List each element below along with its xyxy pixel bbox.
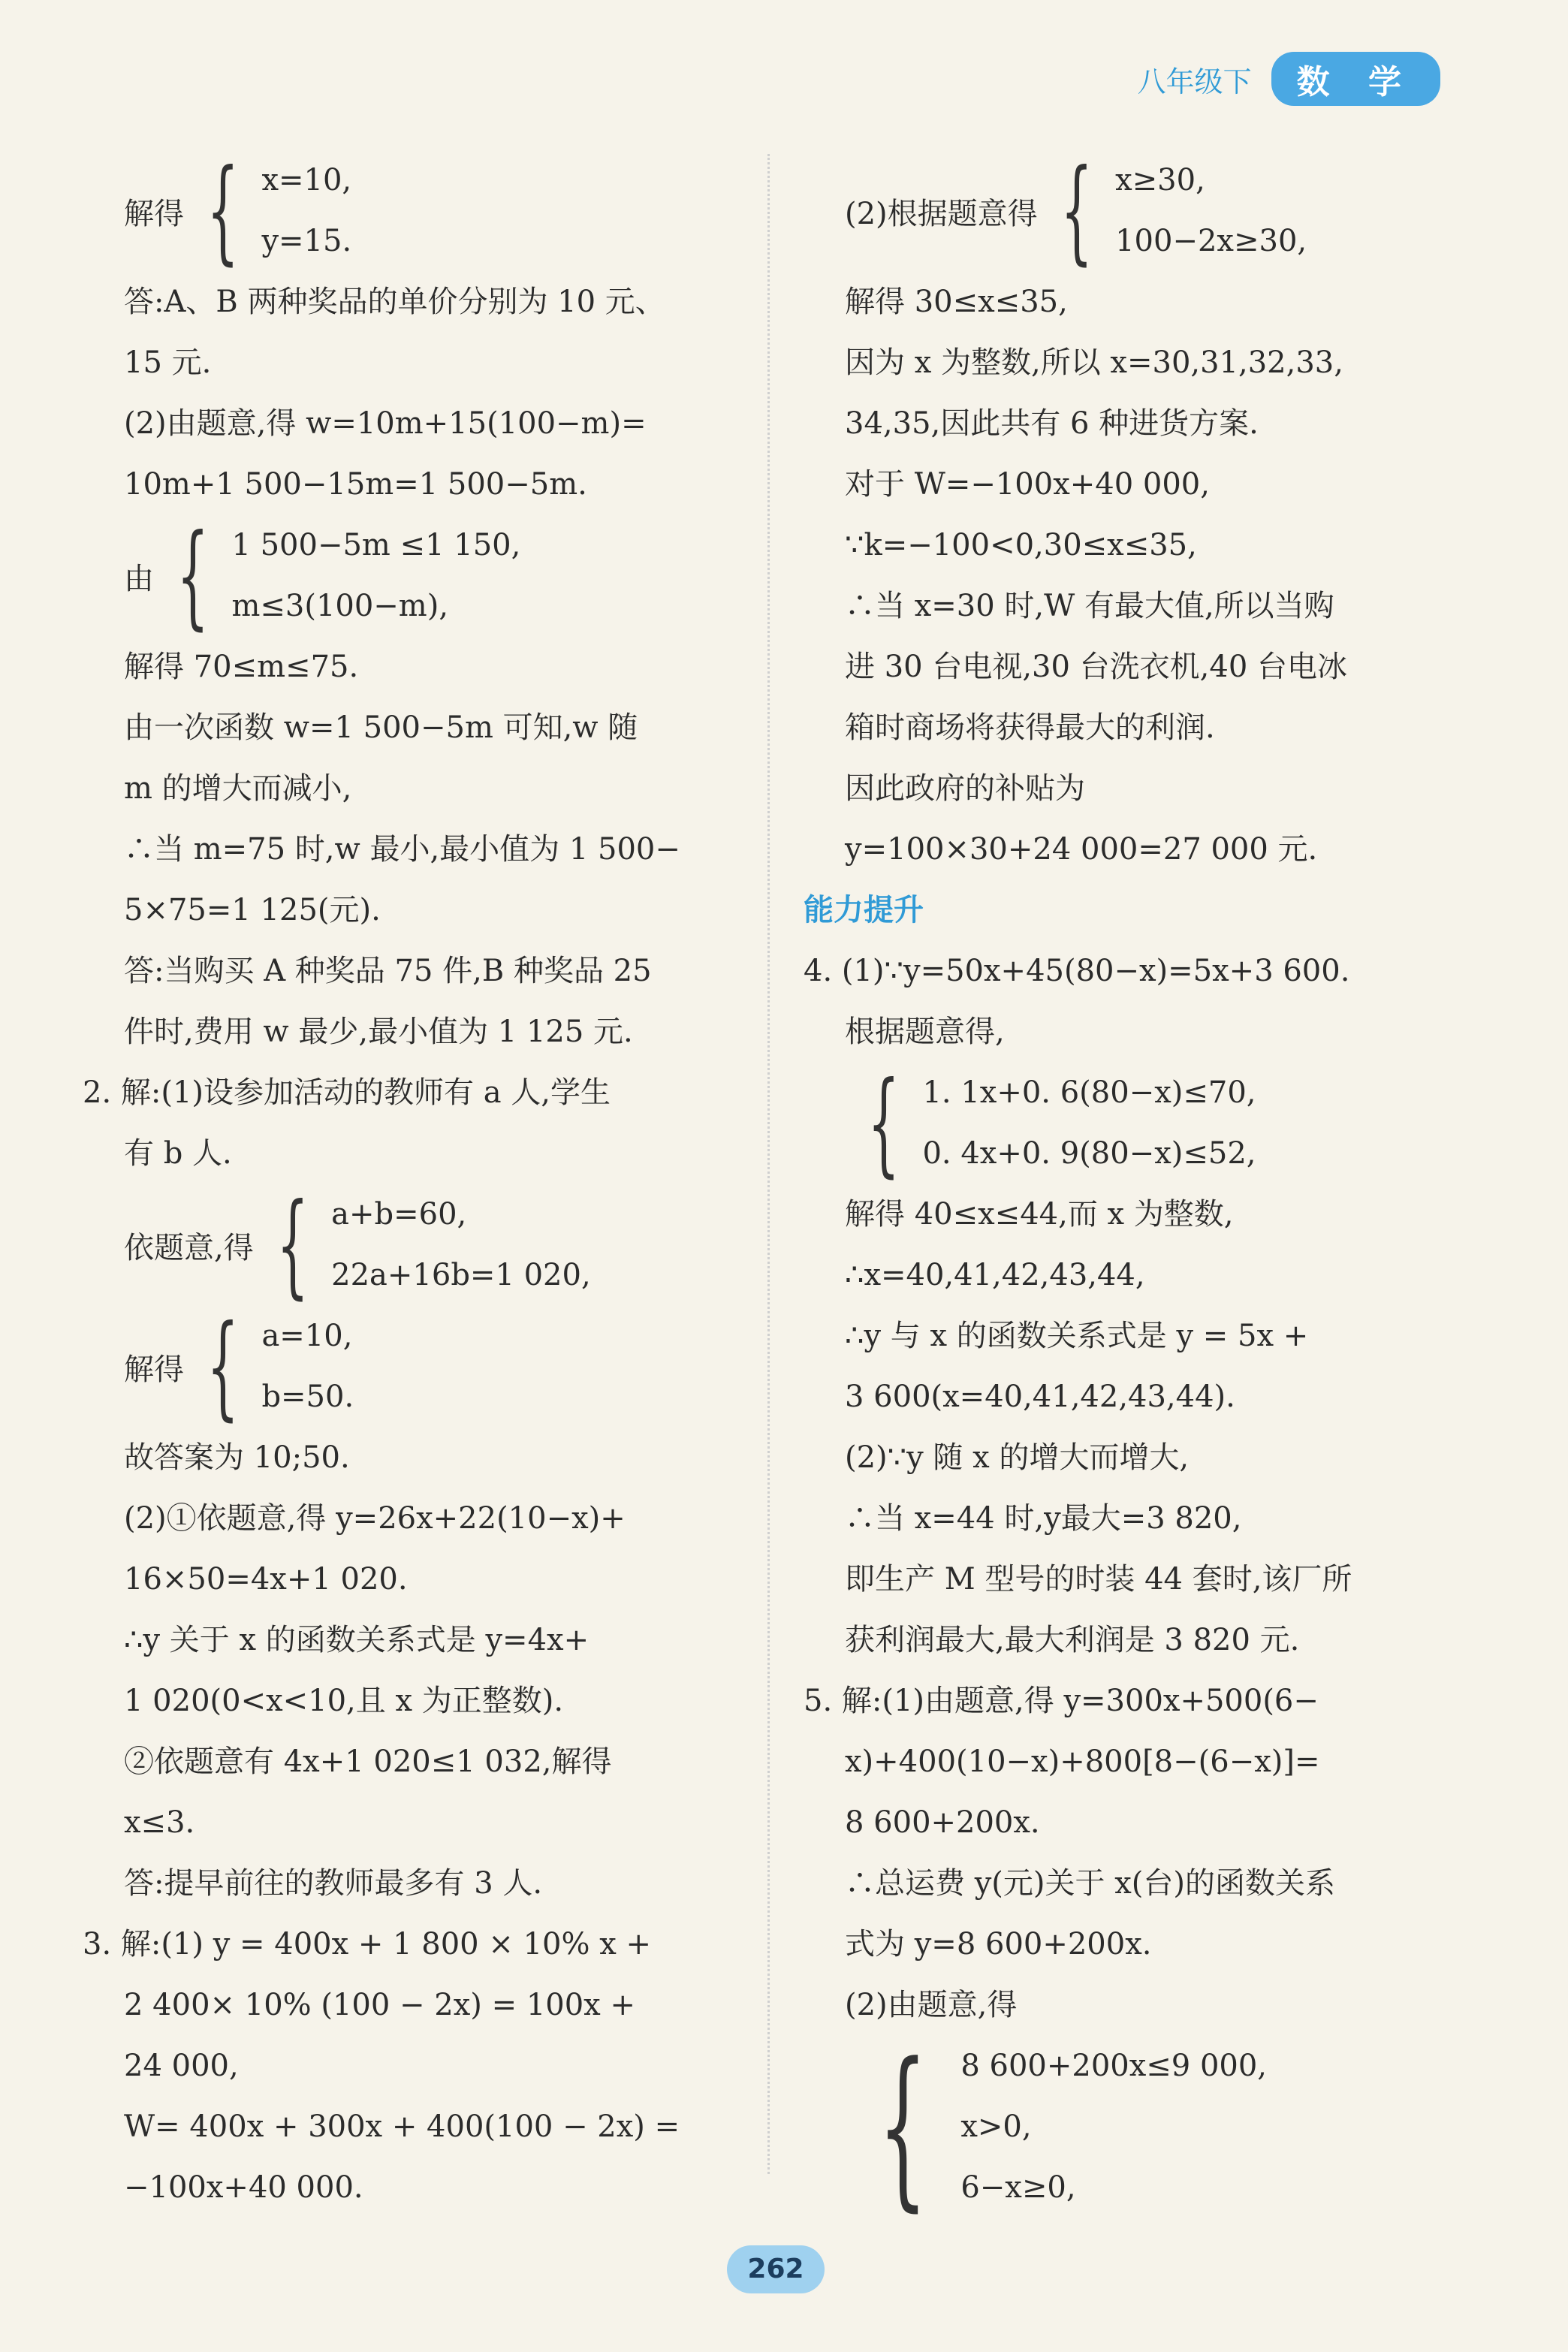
text-line: 2 400× 10% (100 − 2x) = 100x + [124,1988,635,2022]
left-column [83,146,743,2218]
text-line: (2)由题意,得 [845,1988,1018,2022]
text-line: 因此政府的补贴为 [845,771,1085,806]
text-line: ∴总运费 y(元)关于 x(台)的函数关系 [845,1866,1336,1901]
system-row: 0. 4x+0. 9(80−x)≤52, [922,1136,1256,1171]
text-line: 解得 40≤x≤44,而 x 为整数, [845,1197,1234,1232]
text-line: 即生产 M 型号的时装 44 套时,该厂所 [845,1562,1352,1597]
text-line: x)+400(10−x)+800[8−(6−x)]= [845,1744,1320,1779]
text-line: 24 000, [124,2049,239,2083]
text-line: ∴当 x=44 时,y最大=3 820, [845,1501,1242,1536]
text-line: 答:当购买 A 种奖品 75 件,B 种奖品 25 [124,954,652,988]
text-line: 根据题意得, [845,1015,1005,1049]
system-row: 6−x≥0, [960,2170,1076,2205]
equation-system [83,1180,743,1310]
system-row: x≥30, [1115,163,1205,198]
text-line: ∴y 关于 x 的函数关系式是 y=4x+ [124,1623,590,1657]
system-row: 100−2x≥30, [1115,224,1307,258]
text-line: 16×50=4x+1 020. [124,1562,408,1597]
text-line: 解得 70≤m≤75. [124,650,359,684]
system-row: 1 500−5m ≤1 150, [231,528,521,562]
system-row: x=10, [261,163,352,198]
text-line: 3 600(x=40,41,42,43,44). [845,1380,1235,1414]
text-line: 因为 x 为整数,所以 x=30,31,32,33, [845,345,1343,380]
text-line: ∴当 x=30 时,W 有最大值,所以当购 [845,589,1334,623]
system-row: y=15. [261,224,352,258]
text-line: (2)由题意,得 w=10m+15(100−m)= [124,406,647,441]
text-line: x≤3. [124,1805,195,1840]
grade-label: 八年级下 [1137,65,1252,98]
system-prefix: 解得 [124,1352,184,1387]
text-line: ∴当 m=75 时,w 最小,最小值为 1 500− [124,832,680,867]
brace: { [207,146,240,276]
text-line: 获利润最大,最大利润是 3 820 元. [845,1623,1300,1657]
text-line: 1 020(0<x<10,且 x 为正整数). [124,1684,564,1718]
text-line: ∴x=40,41,42,43,44, [845,1258,1145,1292]
text-line: 对于 W=−100x+40 000, [845,467,1210,502]
problem-start: 4. (1)∵y=50x+45(80−x)=5x+3 600. [804,954,1350,988]
text-line: (2)∵y 随 x 的增大而增大, [845,1440,1190,1475]
equation-system [83,1301,743,1432]
brace: { [276,1180,309,1310]
system-prefix: 依题意,得 [124,1230,254,1265]
text-line: 8 600+200x. [845,1805,1040,1840]
text-line: 件时,费用 w 最少,最小值为 1 125 元. [124,1015,633,1049]
text-line: (2)①依题意,得 y=26x+22(10−x)+ [124,1501,626,1536]
text-line: 故答案为 10;50. [124,1440,350,1475]
brace: { [1060,146,1093,276]
text-line: 解得 30≤x≤35, [845,285,1068,319]
system-row: a=10, [261,1319,353,1353]
text-line: 有 b 人. [124,1136,232,1171]
text-line: 15 元. [124,345,212,380]
system-prefix: 由 [124,561,154,596]
equation-system [83,146,743,276]
equation-system [804,1058,1464,1189]
problem-start: 5. 解:(1)由题意,得 y=300x+500(6− [804,1684,1319,1718]
text-line: 5×75=1 125(元). [124,893,381,927]
text-line: 答:提早前往的教师最多有 3 人. [124,1866,543,1901]
equation-system [804,146,1464,276]
section-heading: 能力提升 [804,893,924,927]
system-row: x>0, [960,2109,1032,2144]
text-line: m 的增大而减小, [124,771,352,806]
brace: { [878,2026,928,2227]
column-divider [767,154,770,2174]
text-line: −100x+40 000. [124,2170,363,2205]
text-line: y=100×30+24 000=27 000 元. [845,832,1318,867]
system-prefix: 解得 [124,196,184,231]
system-row: 8 600+200x≤9 000, [960,2049,1268,2083]
text-line: 10m+1 500−15m=1 500−5m. [124,467,587,502]
problem-start: 2. 解:(1)设参加活动的教师有 a 人,学生 [83,1075,611,1110]
page-number: 262 [727,2245,825,2293]
text-line: 答:A、B 两种奖品的单价分别为 10 元、 [124,285,665,319]
equation-system [83,511,743,641]
system-row: m≤3(100−m), [231,589,449,623]
brace: { [176,511,210,641]
brace: { [207,1301,240,1432]
problem-start: 3. 解:(1) y = 400x + 1 800 × 10% x + [83,1927,651,1962]
text-line: 34,35,因此共有 6 种进货方案. [845,406,1259,441]
system-row: a+b=60, [331,1197,467,1232]
right-column [804,146,1464,2227]
equation-system [804,2026,1464,2227]
text-line: ∴y 与 x 的函数关系式是 y = 5x + [845,1319,1309,1353]
system-row: 22a+16b=1 020, [331,1258,591,1292]
text-line: ②依题意有 4x+1 020≤1 032,解得 [124,1744,612,1779]
system-row: 1. 1x+0. 6(80−x)≤70, [922,1075,1256,1110]
text-line: W= 400x + 300x + 400(100 − 2x) = [124,2109,680,2144]
system-prefix: (2)根据题意得 [845,196,1038,231]
subject-badge: 数 学 [1271,52,1440,106]
brace: { [867,1058,900,1189]
text-line: ∵k=−100<0,30≤x≤35, [845,528,1197,562]
page-header [1138,53,1440,105]
system-row: b=50. [261,1380,354,1414]
text-line: 由一次函数 w=1 500−5m 可知,w 随 [124,710,638,745]
text-line: 式为 y=8 600+200x. [845,1927,1152,1962]
text-line: 箱时商场将获得最大的利润. [845,710,1215,745]
text-line: 进 30 台电视,30 台洗衣机,40 台电冰 [845,650,1347,684]
